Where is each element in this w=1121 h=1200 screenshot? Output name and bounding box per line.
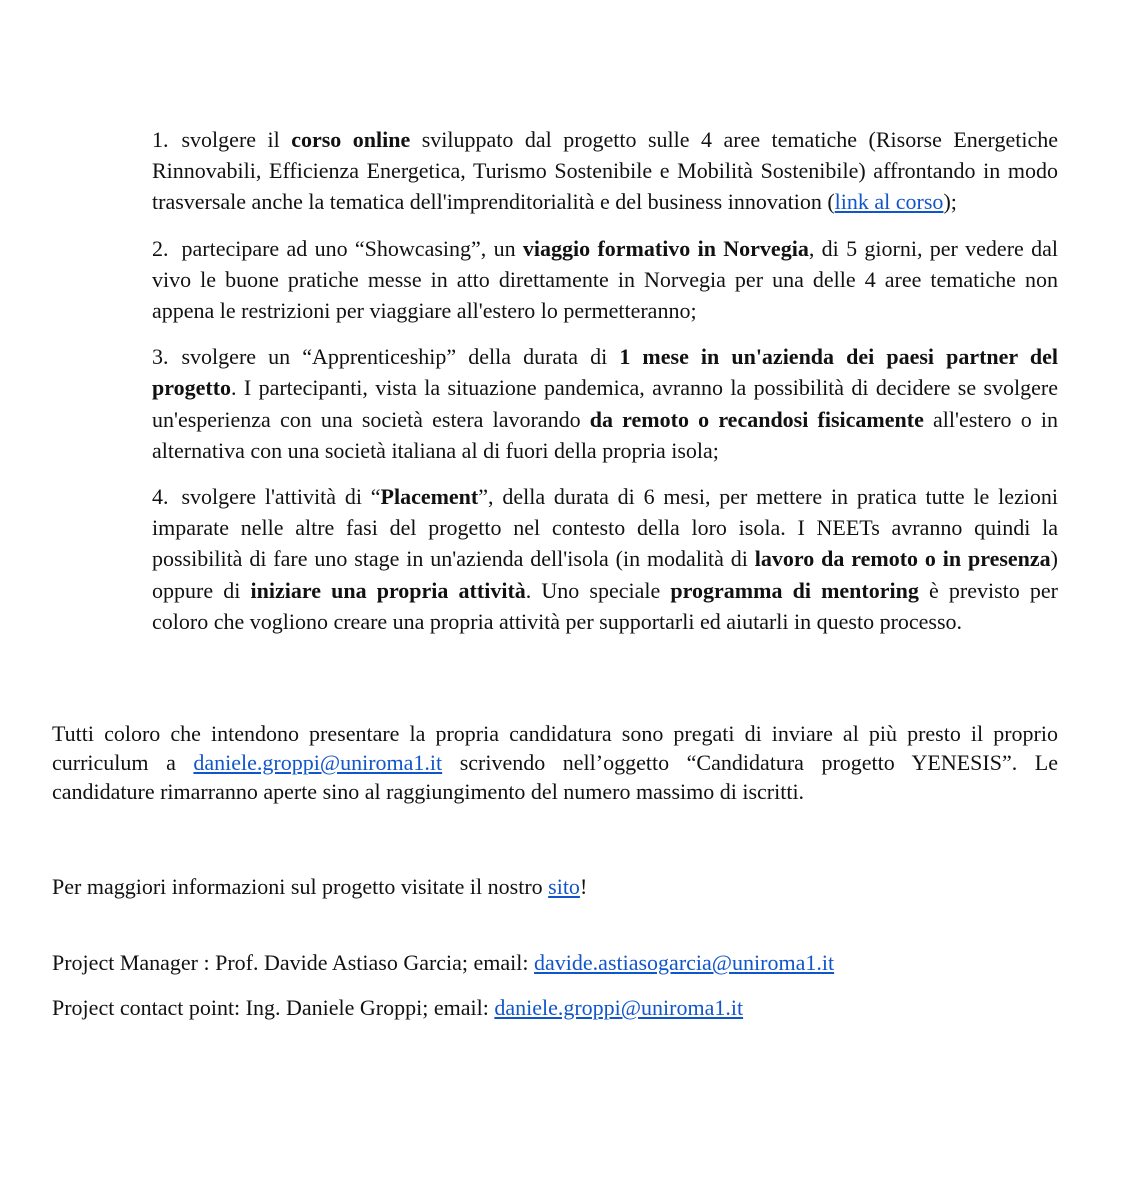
application-email-link[interactable]: daniele.groppi@uniroma1.it	[193, 750, 443, 775]
step-text: . I partecipanti, vista la situazione pandemica, avranno la possibilità di decidere se svolgere un'esperienza con una società estera lavorando	[152, 375, 1058, 432]
step-bold: da remoto o recandosi fisicamente	[589, 406, 924, 432]
step-text: , di 5 giorni, per vedere dal vivo le buone pratiche messe in atto direttamente in Norvegia per una delle 4 aree tematiche non appena le restrizioni per viaggiare all'estero lo permetteranno;	[152, 235, 1058, 324]
step-bold: lavoro da remoto o in presenza	[754, 546, 1051, 572]
step-bold: programma di mentoring	[670, 577, 919, 603]
step-text: partecipare ad uno “Showcasing”, un	[181, 235, 523, 261]
pc-label: Project contact point: Ing. Daniele Groppi; email:	[52, 995, 495, 1020]
activity-list	[152, 124, 1058, 652]
step-bold: Placement	[380, 484, 479, 510]
step-text: ”, della durata di 6 mesi, per mettere in pratica tutte le lezioni imparate nelle altre fasi del progetto nel contesto della loro isola. I NEETs avranno quindi la possibilità di fare uno stage in un'azienda dell'isola (in modalità di	[152, 484, 1058, 572]
step-text: svolgere l'attività di “	[181, 484, 381, 510]
step-text: );	[943, 189, 957, 215]
info-paragraph	[52, 872, 1058, 901]
application-text: Tutti coloro che intendono presentare la propria candidatura sono pregati di inviare al più presto il proprio curriculum a	[52, 721, 1058, 775]
step-text: all'estero o in alternativa con una società italiana al di fuori della propria isola;	[152, 406, 1058, 463]
step-text: ) oppure di	[152, 546, 1058, 603]
course-link[interactable]: link al corso	[834, 189, 944, 215]
step-text: sviluppato dal progetto sulle 4 aree tematiche (Risorse Energetiche Rinnovabili, Efficienza Energetica, Turismo Sostenibile e Mobilità Sostenibile) affrontando in modo trasversale anche la tematica dell'imprenditorialità e del business innovation (	[152, 127, 1058, 215]
step-bold: iniziare una propria attività	[250, 577, 526, 603]
info-text: !	[579, 874, 588, 899]
pm-label: Project Manager : Prof. Davide Astiaso Garcia; email:	[52, 950, 535, 975]
list-item-2	[152, 233, 1058, 327]
step-text: . Uno speciale	[525, 577, 671, 603]
application-text: scrivendo nell’oggetto “Candidatura progetto YENESIS”. Le candidature rimarranno aperte sino al raggiungimento del numero massimo di iscritti.	[52, 750, 1058, 804]
pc-email-link[interactable]: daniele.groppi@uniroma1.it	[494, 995, 744, 1020]
step-text: svolgere un “Apprenticeship” della durata di	[181, 344, 620, 370]
step-text: è previsto per coloro che vogliono creare una propria attività per supportarli ed aiutarli in questo processo.	[152, 577, 1058, 634]
pm-email-link[interactable]: davide.astiasogarcia@uniroma1.it	[534, 950, 835, 975]
info-text: Per maggiori informazioni sul progetto visitate il nostro	[52, 874, 549, 899]
list-item-4	[152, 481, 1058, 637]
list-number: 4.	[152, 484, 169, 510]
list-number: 3.	[152, 344, 169, 370]
contact-point-line	[52, 993, 1058, 1022]
list-item-3	[152, 341, 1058, 466]
project-manager-line	[52, 948, 1058, 977]
step-bold: 1 mese in un'azienda dei paesi partner del progetto	[152, 344, 1058, 401]
step-bold: viaggio formativo in Norvegia	[522, 235, 809, 261]
list-item-1	[152, 124, 1058, 218]
list-number: 2.	[152, 235, 169, 261]
step-bold: corso online	[291, 127, 411, 152]
application-paragraph	[52, 719, 1058, 806]
site-link[interactable]: sito	[548, 874, 580, 899]
step-text: svolgere il	[181, 127, 292, 152]
list-number: 1.	[152, 127, 169, 152]
